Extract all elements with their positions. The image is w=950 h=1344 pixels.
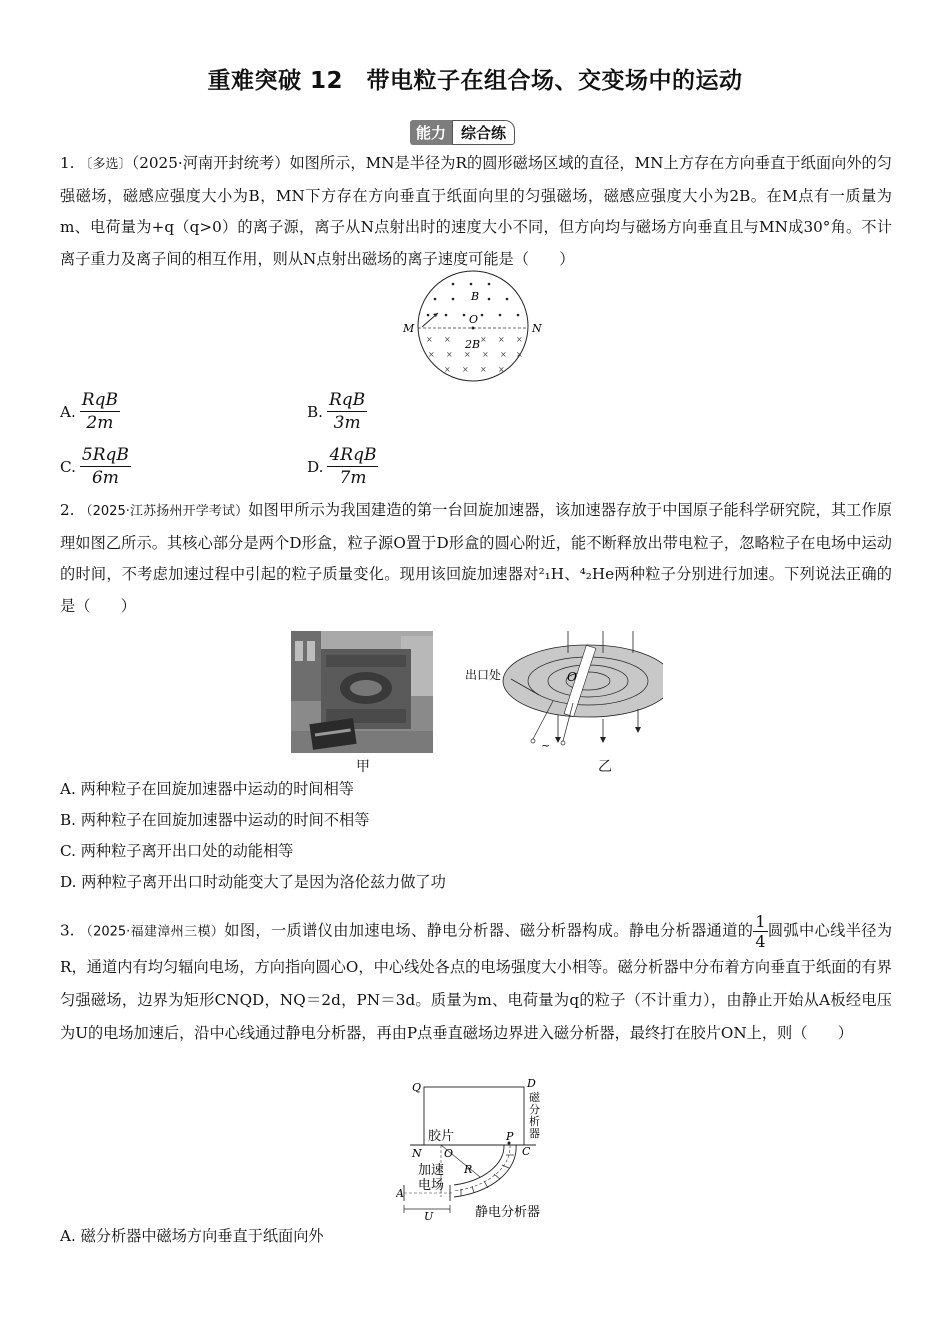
svg-text:×: × <box>498 365 505 374</box>
section-badge <box>410 119 515 145</box>
q3-label-d: D <box>527 1077 536 1090</box>
q2-photo <box>291 631 433 753</box>
q1-option-a-fraction: $\frac{\text{RqB}}{2m}$ <box>81 390 118 433</box>
q2-source: （2025·江苏扬州开学考试） <box>79 504 249 519</box>
svg-text:×: × <box>426 335 433 344</box>
q2-center-label: O <box>567 670 577 684</box>
q3-label-accel-1: 加速 <box>418 1163 445 1178</box>
svg-text:×: × <box>480 335 487 344</box>
q1-fig-label-o: O <box>469 313 479 326</box>
q1-text: 如图所示，MN是半径为R的圆形磁场区域的直径，MN上方存在方向垂直于纸面向外的匀强磁场，磁感应强度大小为B，MN下方存在方向垂直于纸面向里的匀强磁场，磁感应强度大小为2B。在M点有一质量为m、电荷量为+q（q>0）的离子源，离子从N点射出时的速度大小不同，但方向均与磁场方向垂直且与MN成30°角。不计离子重力及离子间的相互作用，则从N点射出磁场的离子速度可能是（ ） <box>60 154 892 268</box>
q3-label-a: A <box>396 1187 404 1200</box>
q3-label-q: Q <box>412 1081 422 1094</box>
q3-label-mag-3: 析 <box>529 1115 540 1128</box>
q2-fig-label-yi: 乙 <box>598 759 612 775</box>
svg-text:×: × <box>462 365 469 374</box>
question-1 <box>60 148 892 275</box>
q1-fig-label-n: N <box>532 322 542 335</box>
q2-number: 2. <box>60 501 75 519</box>
svg-text:×: × <box>444 335 451 344</box>
q1-figure <box>398 264 548 388</box>
q2-option-b[interactable]: B. 两种粒子在回旋加速器中运动的时间不相等 <box>60 811 370 829</box>
q3-label-accel-2: 电场 <box>418 1178 445 1193</box>
q1-option-b[interactable]: B. $\frac{\text{RqB}}{3m}$ <box>307 390 366 433</box>
svg-text:×: × <box>498 335 505 344</box>
q2-option-a[interactable]: A. 两种粒子在回旋加速器中运动的时间相等 <box>60 780 354 798</box>
q1-fig-label-2b: 2B <box>465 338 481 351</box>
svg-text:×: × <box>446 350 453 359</box>
svg-text:×: × <box>500 350 507 359</box>
svg-text:×: × <box>516 335 523 344</box>
q1-number: 1. <box>60 154 75 172</box>
q3-label-mag-2: 分 <box>529 1103 540 1116</box>
q3-label-n: N <box>412 1147 422 1160</box>
q3-label-film: 胶片 <box>428 1129 455 1144</box>
q3-text-b: 圆弧中心线半径为R，通道内有均匀辐向电场，方向指向圆心O，中心线处各点的电场强度大小相等。磁分析器中分布着方向垂直于纸面的有界匀强磁场，边界为矩形CNQD，NQ＝2d，PN＝3d。质量为m、电荷量为q的粒子（不计重力），由静止开始从A板经电压为U的电场加速后，沿中心线通过静电分析器，再由P点垂直磁场边界进入磁分析器，最终打在胶片ON上，则（ ） <box>60 921 893 1042</box>
badge-left: 能力 <box>410 120 452 145</box>
q3-label-mag-4: 器 <box>529 1127 540 1140</box>
q3-option-a[interactable]: A. 磁分析器中磁场方向垂直于纸面向外 <box>60 1227 324 1245</box>
question-2 <box>60 495 892 622</box>
q1-option-c[interactable]: C. $\frac{\text{5RqB}}{6m}$ <box>60 445 129 488</box>
q1-fig-label-b: B <box>471 290 480 303</box>
q1-fig-label-m: M <box>403 322 415 335</box>
q3-label-mag-1: 磁 <box>529 1091 540 1104</box>
q2-ac-label: ~ <box>541 739 551 752</box>
q1-option-a[interactable]: A. $\frac{\text{RqB}}{2m}$ <box>60 390 118 433</box>
q3-label-o: O <box>444 1147 454 1160</box>
svg-text:×: × <box>444 365 451 374</box>
svg-text:×: × <box>516 350 523 359</box>
q1-option-d-fraction: $\frac{\text{4RqB}}{7m}$ <box>329 445 377 488</box>
q2-option-c[interactable]: C. 两种粒子离开出口处的动能相等 <box>60 842 294 860</box>
q2-fig-label-jia: 甲 <box>356 759 370 775</box>
q3-source: （2025·福建漳州三模） <box>79 924 225 940</box>
badge-right: 综合练 <box>452 120 515 145</box>
q2-option-d[interactable]: D. 两种粒子离开出口时动能变大了是因为洛伦兹力做了功 <box>60 873 446 891</box>
svg-text:×: × <box>482 350 489 359</box>
q2-text: 如图甲所示为我国建造的第一台回旋加速器，该加速器存放于中国原子能科学研究院，其工作原理如图乙所示。其核心部分是两个D形盒，粒子源O置于D形盒的圆心附近，能不断释放出带电粒子，忽略粒子在电场中运动的时间，不考虑加速过程中引起的粒子质量变化。现用该回旋加速器对²₁H、⁴₂He两种粒子分别进行加速。下列说法正确的是（ ） <box>60 501 893 615</box>
svg-text:×: × <box>464 350 471 359</box>
q3-label-r: R <box>464 1163 473 1176</box>
q2-diagram <box>463 631 663 753</box>
q3-figure <box>396 1077 556 1221</box>
q3-number: 3. <box>60 921 75 940</box>
q1-option-b-fraction: $\frac{\text{RqB}}{3m}$ <box>329 390 366 433</box>
page-title: 重难突破 12 带电粒子在组合场、交变场中的运动 <box>207 68 743 94</box>
q1-source: （2025·河南开封统考） <box>131 154 290 172</box>
question-3 <box>60 912 892 1050</box>
q1-option-c-fraction: $\frac{\text{5RqB}}{6m}$ <box>81 445 129 488</box>
q3-text-a: 如图，一质谱仪由加速电场、静电分析器、磁分析器构成。静电分析器通道的 <box>224 921 754 940</box>
q1-option-d[interactable]: D. $\frac{\text{4RqB}}{7m}$ <box>307 445 377 488</box>
q2-exit-label: 出口处 <box>465 668 502 682</box>
svg-text:×: × <box>480 365 487 374</box>
q3-label-u: U <box>424 1210 434 1221</box>
q1-tag: 〔多选〕 <box>79 157 132 172</box>
q3-label-p: P <box>506 1130 514 1143</box>
q3-label-electro: 静电分析器 <box>475 1205 541 1220</box>
svg-text:×: × <box>428 350 435 359</box>
q3-label-c: C <box>522 1145 531 1158</box>
q3-fraction: $\frac{1}{4}$ <box>755 912 766 951</box>
